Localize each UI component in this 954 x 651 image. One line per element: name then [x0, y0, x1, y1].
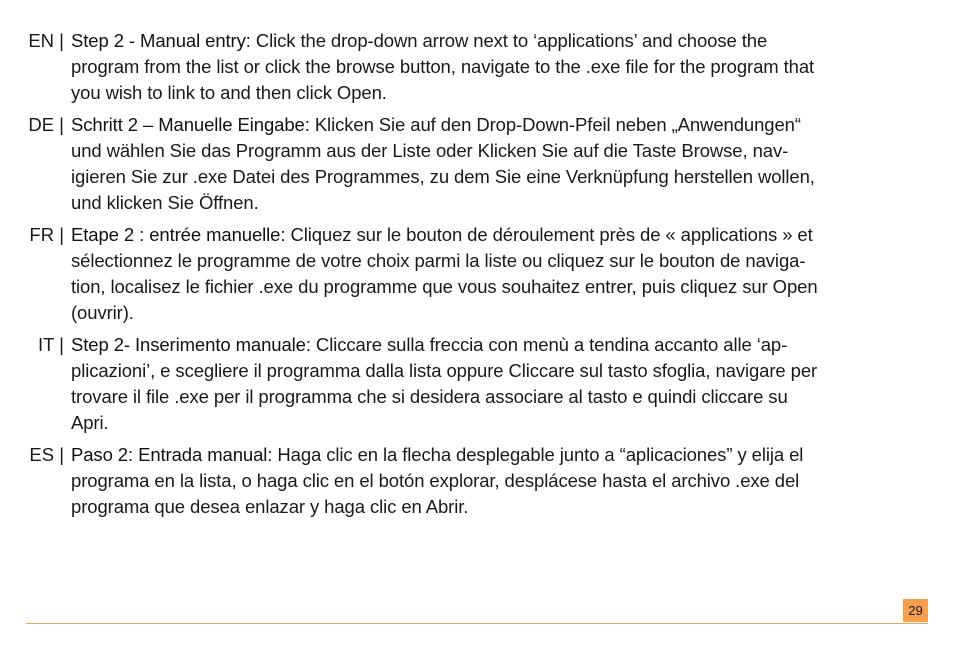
- instruction-text: [71, 28, 929, 106]
- instruction-first-line: [71, 442, 929, 468]
- instruction-first-line-text: Cliquez sur le bouton de déroulement près de « applications » et: [285, 224, 813, 245]
- instruction-first-line: [71, 112, 929, 138]
- instruction-it: [0, 332, 954, 436]
- instruction-first-line: [71, 222, 929, 248]
- language-instructions: [0, 28, 954, 526]
- instruction-title: Step 2- Inserimento manuale:: [71, 334, 311, 355]
- language-code: FR |: [29, 224, 64, 245]
- instruction-text: [71, 112, 929, 216]
- instruction-first-line-text: Cliccare sulla freccia con menù a tendina accanto alle ‘ap-: [310, 334, 788, 355]
- instruction-line: tion, localisez le fichier .exe du programme que vous souhaitez entrer, puis cliquez sur Open: [71, 276, 818, 297]
- language-code: EN |: [28, 30, 64, 51]
- instruction-fr: [0, 222, 954, 326]
- instruction-first-line-text: Klicken Sie auf den Drop-Down-Pfeil neben „Anwendungen“: [309, 114, 801, 135]
- page-number: 29: [903, 599, 928, 622]
- instruction-line: programa en la lista, o haga clic en el botón explorar, desplácese hasta el archivo .exe del: [71, 470, 800, 491]
- instruction-text: [71, 442, 929, 520]
- instruction-title: Schritt 2 – Manuelle Eingabe:: [71, 114, 310, 135]
- instruction-line: plicazioni’, e scegliere il programma dalla lista oppure Cliccare sul tasto sfoglia, navigare per: [71, 360, 818, 381]
- instruction-line: sélectionnez le programme de votre choix parmi la liste ou cliquez sur le bouton de naviga-: [71, 250, 806, 271]
- language-code: IT |: [37, 334, 64, 355]
- instruction-text: [71, 222, 929, 326]
- instruction-title: Step 2 - Manual entry:: [71, 30, 251, 51]
- instruction-line: igieren Sie zur .exe Datei des Programmes, zu dem Sie eine Verknüpfung herstellen wollen,: [71, 166, 815, 187]
- instruction-line: you wish to link to and then click Open.: [71, 82, 387, 103]
- instruction-line: trovare il file .exe per il programma che si desidera associare al tasto e quindi cliccare su: [71, 386, 788, 407]
- instruction-line: programa que desea enlazar y haga clic en Abrir.: [71, 496, 469, 517]
- language-code: ES |: [29, 444, 64, 465]
- instruction-line: program from the list or click the browse button, navigate to the .exe file for the program that: [71, 56, 815, 77]
- instruction-first-line-text: Haga clic en la flecha desplegable junto a “aplicaciones” y elija el: [272, 444, 804, 465]
- instruction-de: [0, 112, 954, 216]
- language-code: DE |: [28, 114, 64, 135]
- instruction-line: (ouvrir).: [71, 302, 134, 323]
- instruction-first-line: [71, 28, 929, 54]
- instruction-first-line-text: Click the drop-down arrow next to ‘applications’ and choose the: [250, 30, 768, 51]
- instruction-en: [0, 28, 954, 106]
- instruction-title: Paso 2: Entrada manual:: [71, 444, 273, 465]
- instruction-line: und wählen Sie das Programm aus der Liste oder Klicken Sie auf die Taste Browse, nav-: [71, 140, 789, 161]
- instruction-line: und klicken Sie Öffnen.: [71, 192, 259, 213]
- instruction-line: Apri.: [71, 412, 109, 433]
- instruction-text: [71, 332, 929, 436]
- instruction-title: Etape 2 : entrée manuelle:: [71, 224, 286, 245]
- instruction-es: [0, 442, 954, 520]
- instruction-first-line: [71, 332, 929, 358]
- footer-divider: [26, 623, 928, 624]
